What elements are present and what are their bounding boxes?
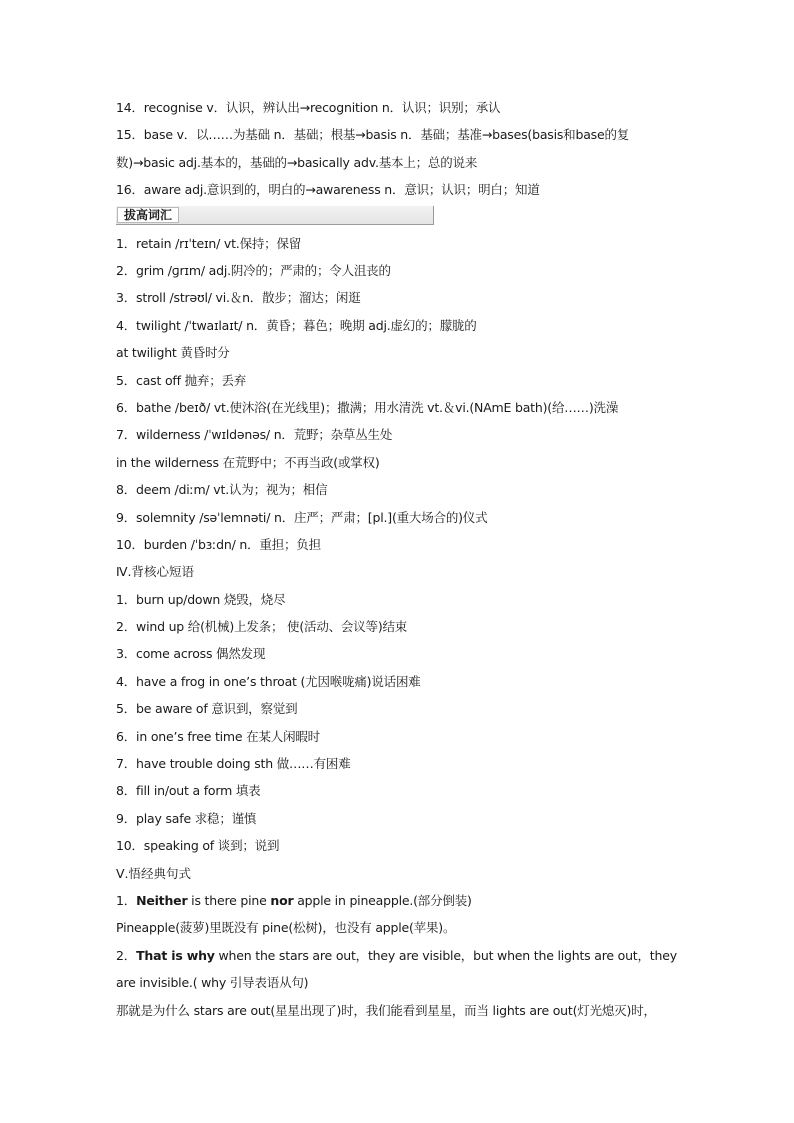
vocab-item-14: 14．recognise v．认识，辨认出→recognition n．认识；识别；承认	[116, 100, 501, 115]
sentence-2	[116, 942, 678, 997]
phrase-item-7: 7．have trouble doing sth 做……有困难	[116, 756, 351, 772]
sentence-1-bold-nor: nor	[270, 892, 294, 908]
advanced-item-3: 3．stroll /strəʊl/ vi.＆n．散步；溜达；闲逛	[116, 290, 361, 306]
sentence-2-bold-that-is-why: That is why	[136, 947, 215, 963]
phrase-item-9: 9．play safe 求稳；谨慎	[116, 810, 257, 826]
phrase-item-8: 8．fill in/out a form 填表	[116, 783, 261, 799]
sentences-heading: Ⅴ.悟经典句式	[116, 865, 192, 881]
advanced-vocab-header-bar	[116, 206, 434, 225]
phrase-item-5: 5．be aware of 意识到，察觉到	[116, 701, 298, 717]
phrase-item-4: 4．have a frog in one’s throat (尤因喉咙痛)说话困难	[116, 673, 421, 689]
advanced-item-4: 4．twilight /ˈtwaɪlaɪt/ n．黄昏；暮色；晚期 adj.虚幻的；朦胧的	[116, 317, 477, 333]
advanced-item-7-phrase: in the wilderness 在荒野中；不再当政(或掌权)	[116, 454, 380, 470]
sentence-1-text-a: is there pine	[187, 892, 271, 908]
sentence-2-translation: 那就是为什么 stars are out(星星出现了)时，我们能看到星星，而当 lights are out(灯光熄灭)时，	[116, 1002, 656, 1018]
advanced-item-10: 10．burden /ˈbɜːdn/ n．重担；负担	[116, 536, 321, 552]
phrases-heading: Ⅳ.背核心短语	[116, 564, 195, 580]
page-content	[116, 94, 678, 1024]
sentence-1-text-b: apple in pineapple.(部分倒装)	[293, 892, 472, 908]
phrase-item-3: 3．come across 偶然发现	[116, 646, 266, 662]
vocab-item-16: 16．aware adj.意识到的，明白的→awareness n．意识；认识；明白；知道	[116, 182, 540, 198]
advanced-item-7: 7．wilderness /ˈwɪldənəs/ n．荒野；杂草丛生处	[116, 427, 393, 443]
sentence-1-translation: Pineapple(菠萝)里既没有 pine(松树)，也没有 apple(苹果)。	[116, 920, 456, 936]
advanced-item-6: 6．bathe /beɪð/ vt.使沐浴(在光线里)；撒满；用水清洗 vt.＆vi.(NAmE bath)(给……)洗澡	[116, 399, 619, 415]
phrase-item-1: 1．burn up/down 烧毁，烧尽	[116, 591, 286, 607]
phrase-item-6: 6．in one’s free time 在某人闲暇时	[116, 728, 320, 744]
vocab-item-15: 15．base v．以……为基础 n．基础；根基→basis n．基础；基准→bases(basis和base的复数)→basic adj.基本的，基础的→basically adv.基本上；总的说来	[116, 127, 630, 170]
advanced-vocab-title: 拔高词汇	[117, 207, 179, 223]
phrase-item-2: 2．wind up 给(机械)上发条； 使(活动、会议等)结束	[116, 619, 408, 635]
advanced-item-4-phrase: at twilight 黄昏时分	[116, 345, 230, 361]
sentence-1-bold-neither: Neither	[136, 892, 188, 908]
phrase-item-10: 10．speaking of 谈到；说到	[116, 838, 280, 854]
advanced-item-9: 9．solemnity /səˈlemnəti/ n．庄严；严肃；[pl.](重大场合的)仪式	[116, 509, 488, 525]
advanced-item-2: 2．grim /ɡrɪm/ adj.阴冷的；严肃的；令人沮丧的	[116, 262, 391, 278]
sentence-2-number: 2．	[116, 947, 137, 963]
advanced-item-1: 1．retain /rɪˈteɪn/ vt.保持；保留	[116, 235, 302, 251]
header-bar-divider	[433, 206, 434, 224]
sentence-1	[116, 887, 678, 914]
sentence-1-number: 1．	[116, 892, 137, 908]
advanced-item-8: 8．deem /diːm/ vt.认为；视为；相信	[116, 482, 328, 498]
sentence-2-text: when the stars are out，they are visible，but when the lights are out，they are invisible.( why 引导表语从句)	[116, 947, 677, 991]
advanced-item-5: 5．cast off 抛弃；丢弃	[116, 372, 247, 388]
